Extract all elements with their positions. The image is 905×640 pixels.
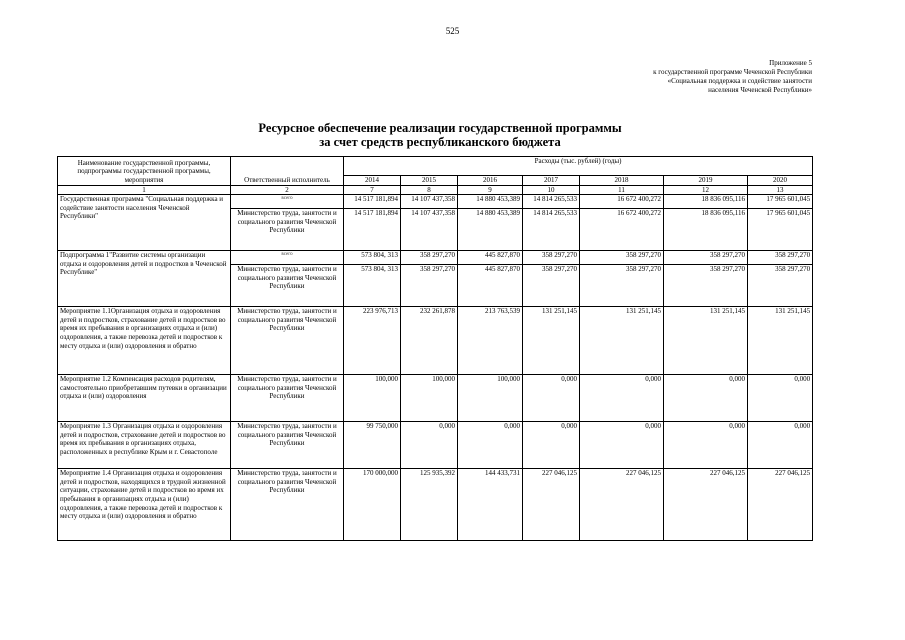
- row-value: 131 251,145: [523, 307, 580, 375]
- row-value: 0,000: [580, 422, 664, 469]
- table-row: [58, 375, 813, 422]
- row-value: 16 672 400,272: [580, 195, 664, 209]
- column-number: 8: [401, 185, 458, 195]
- table-row: [58, 422, 813, 469]
- row-value: 99 750,000: [344, 422, 401, 469]
- header-numbers-row: [58, 185, 813, 195]
- column-number: 1: [58, 185, 231, 195]
- row-value: 14 107 437,358: [401, 209, 458, 251]
- table-row: [58, 251, 813, 265]
- row-executor: всего: [231, 251, 344, 265]
- row-value: 0,000: [664, 422, 748, 469]
- row-executor: Министерство труда, занятости и социального развития Чеченской Республики: [231, 469, 344, 541]
- row-executor: всего: [231, 195, 344, 209]
- row-value: 131 251,145: [664, 307, 748, 375]
- row-value: 0,000: [580, 375, 664, 422]
- row-value: 358 297,270: [664, 265, 748, 307]
- row-name: Государственная программа "Социальная поддержка и содействие занятости населения Чеченской Республики": [58, 195, 231, 251]
- header-year: 2014: [344, 176, 401, 186]
- page-number: 525: [445, 26, 460, 36]
- row-value: 445 827,870: [458, 265, 523, 307]
- row-value: 227 046,125: [748, 469, 813, 541]
- row-value: 358 297,270: [580, 265, 664, 307]
- row-value: 358 297,270: [401, 265, 458, 307]
- column-number: 13: [748, 185, 813, 195]
- row-value: 358 297,270: [748, 251, 813, 265]
- table-row: [58, 469, 813, 541]
- row-value: 358 297,270: [523, 251, 580, 265]
- row-value: 0,000: [523, 375, 580, 422]
- header-year: 2018: [580, 176, 664, 186]
- row-value: 100,000: [458, 375, 523, 422]
- row-value: 125 935,392: [401, 469, 458, 541]
- row-value: 573 804, 313: [344, 265, 401, 307]
- row-value: 0,000: [748, 375, 813, 422]
- header-year: 2015: [401, 176, 458, 186]
- row-value: 170 000,000: [344, 469, 401, 541]
- row-value: 358 297,270: [580, 251, 664, 265]
- row-value: 14 814 265,533: [523, 209, 580, 251]
- row-name: Мероприятие 1.3 Организация отдыха и оздоровления детей и подростков, страхование детей и подростков во время их пребывания в организациях отдыха, расположенных в республике Крым и г. Севастополе: [58, 422, 231, 469]
- row-value: 100,000: [401, 375, 458, 422]
- row-value: 358 297,270: [523, 265, 580, 307]
- row-value: 358 297,270: [748, 265, 813, 307]
- row-value: 0,000: [664, 375, 748, 422]
- appendix-line: Приложение 5: [769, 59, 812, 67]
- row-value: 573 804, 313: [344, 251, 401, 265]
- header-year: 2016: [458, 176, 523, 186]
- row-value: 227 046,125: [664, 469, 748, 541]
- table-row: [58, 307, 813, 375]
- row-value: 0,000: [748, 422, 813, 469]
- row-value: 358 297,270: [664, 251, 748, 265]
- row-executor: Министерство труда, занятости и социального развития Чеченской Республики: [231, 209, 344, 251]
- table-row: [58, 195, 813, 209]
- row-value: 144 433,731: [458, 469, 523, 541]
- column-number: 7: [344, 185, 401, 195]
- row-value: 16 672 400,272: [580, 209, 664, 251]
- row-value: 14 880 453,389: [458, 195, 523, 209]
- row-executor: Министерство труда, занятости и социального развития Чеченской Республики: [231, 375, 344, 422]
- header-year: 2017: [523, 176, 580, 186]
- row-value: 18 836 095,116: [664, 209, 748, 251]
- column-number: 9: [458, 185, 523, 195]
- row-value: 445 827,870: [458, 251, 523, 265]
- row-executor: Министерство труда, занятости и социального развития Чеченской Республики: [231, 422, 344, 469]
- header-year: 2020: [748, 176, 813, 186]
- row-value: 14 880 453,389: [458, 209, 523, 251]
- row-name: Подпрограмма 1"Развитие системы организации отдыха и оздоровления детей и подростков в Чеченской Республике": [58, 251, 231, 307]
- column-number: 11: [580, 185, 664, 195]
- row-name: Мероприятие 1.1Организация отдыха и оздоровления детей и подростков, страхование детей и подростков во время их пребывания в организациях отдыха и (или) оздоровления, а также перевозка детей и подростков к месту отдыха и (или) оздоровления и обратно: [58, 307, 231, 375]
- title-line-1: Ресурсное обеспечение реализации государственной программы: [258, 121, 622, 135]
- row-value: 227 046,125: [523, 469, 580, 541]
- row-value: 100,000: [344, 375, 401, 422]
- row-value: 0,000: [401, 422, 458, 469]
- row-executor: Министерство труда, занятости и социального развития Чеченской Республики: [231, 307, 344, 375]
- row-value: 17 965 601,045: [748, 195, 813, 209]
- header-year: 2019: [664, 176, 748, 186]
- row-value: 213 763,539: [458, 307, 523, 375]
- row-value: 18 836 095,116: [664, 195, 748, 209]
- row-value: 227 046,125: [580, 469, 664, 541]
- row-value: 358 297,270: [401, 251, 458, 265]
- header-row: [58, 157, 813, 176]
- column-number: 10: [523, 185, 580, 195]
- row-value: 131 251,145: [748, 307, 813, 375]
- header-expenses: Расходы (тыс. рублей) (годы): [344, 157, 813, 176]
- title-line-2: за счет средств республиканского бюджета: [319, 135, 561, 149]
- row-value: 14 107 437,358: [401, 195, 458, 209]
- row-name: Мероприятие 1.2 Компенсация расходов родителям, самостоятельно приобретавшим путевки в организации отдыха и (или) оздоровления: [58, 375, 231, 422]
- row-value: 0,000: [458, 422, 523, 469]
- row-value: 131 251,145: [580, 307, 664, 375]
- row-value: 17 965 601,045: [748, 209, 813, 251]
- column-number: 2: [231, 185, 344, 195]
- row-value: 14 814 265,533: [523, 195, 580, 209]
- appendix-note: [512, 59, 812, 95]
- appendix-line: населения Чеченской Республики»: [708, 86, 812, 94]
- row-value: 0,000: [523, 422, 580, 469]
- row-value: 232 261,878: [401, 307, 458, 375]
- appendix-line: к государственной программе Чеченской Республики: [653, 68, 812, 76]
- header-executor: Ответственный исполнитель: [231, 157, 344, 186]
- header-name: Наименование государственной программы, подпрограммы государственной программы, мероприятия: [58, 157, 231, 186]
- row-value: 223 976,713: [344, 307, 401, 375]
- appendix-line: «Социальная поддержка и содействие занятости: [667, 77, 812, 85]
- row-name: Мероприятие 1.4 Организация отдыха и оздоровления детей и подростков, находящихся в трудной жизненной ситуации, страхование детей и подростков во время их пребывания в организациях отдыха и (или) оздоровления, а также перевозка детей и подростков к месту отдыха и (или) оздоровления и обратно: [58, 469, 231, 541]
- row-value: 14 517 181,894: [344, 195, 401, 209]
- row-value: 14 517 181,894: [344, 209, 401, 251]
- row-executor: Министерство труда, занятости и социального развития Чеченской Республики: [231, 265, 344, 307]
- document-title: [130, 121, 750, 149]
- column-number: 12: [664, 185, 748, 195]
- resource-table: [57, 156, 813, 541]
